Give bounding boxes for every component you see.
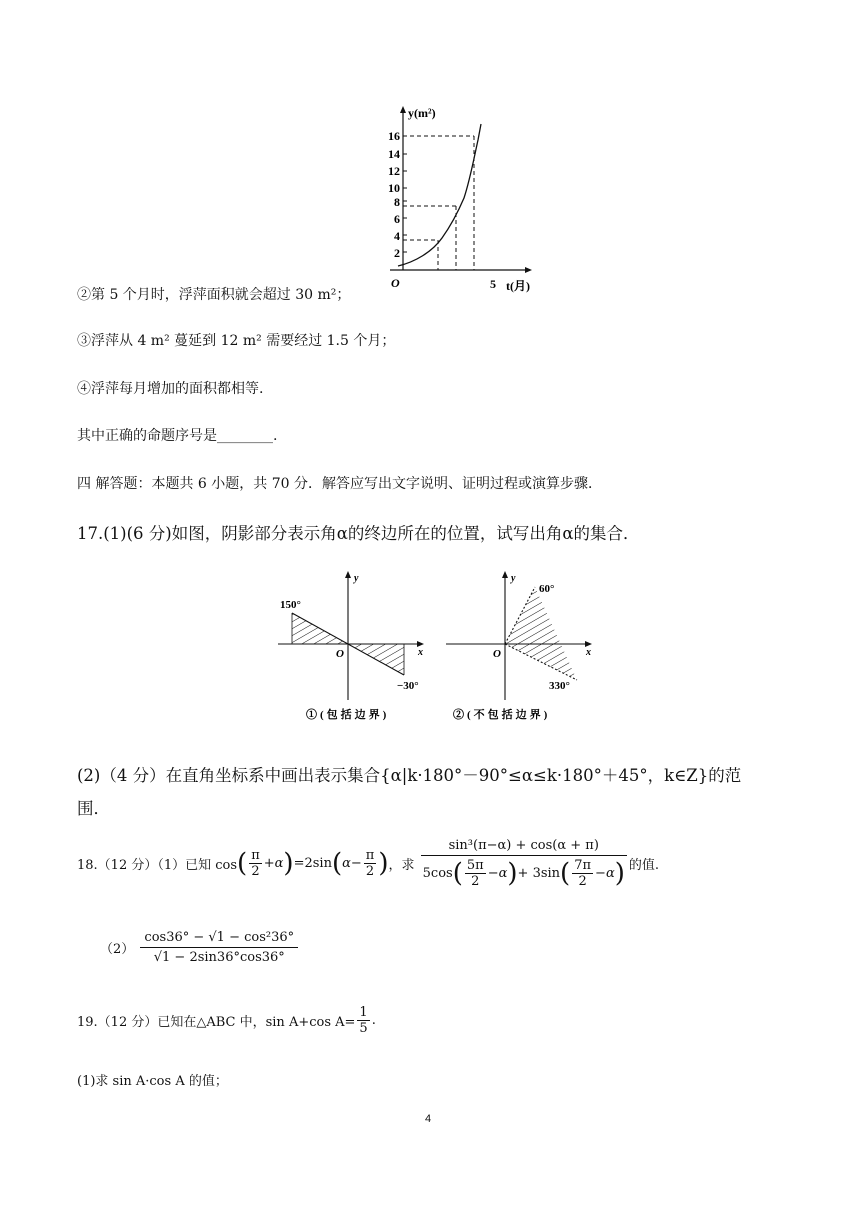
q18-prefix: 18.（12 分）（1）已知 cos	[77, 858, 238, 873]
item-3: ③浮萍从 4 m² 蔓延到 12 m² 需要经过 1.5 个月；	[77, 333, 396, 349]
y-tick: 10	[388, 181, 400, 195]
q17-part2-line2: 围．	[77, 799, 110, 818]
q18-frac-pi-2: $\frac{\pi}{2}$	[251, 848, 260, 879]
growth-curve	[398, 124, 481, 266]
origin-label: O	[391, 276, 400, 290]
q17-part2-line1: (2)（4 分）在直角坐标系中画出表示集合{α|k·180°－90°≤α≤k·180°＋45°，k∈Z}的范	[77, 766, 742, 785]
x-axis-label: t(月)	[506, 279, 530, 293]
answer-line: 其中正确的命题序号是________.	[77, 428, 278, 444]
y-tick: 4	[394, 229, 400, 243]
y-tick: 12	[388, 164, 400, 178]
fig2-origin: O	[493, 648, 501, 660]
angle-figures	[270, 565, 600, 735]
page-number: 4	[425, 1113, 432, 1125]
fig2-y-label: y	[511, 573, 516, 584]
y-tick: 8	[394, 195, 400, 209]
fig2-caption: ②(不包括边界)	[453, 709, 551, 721]
fig1-y-label: y	[354, 573, 359, 584]
x-tick: 5	[490, 277, 496, 291]
item-2: ②第 5 个月时，浮萍面积就会超过 30 m²；	[77, 287, 351, 303]
section-heading: 四 解答题：本题共 6 小题，共 70 分．解答应写出文字说明、证明过程或演算步骤．	[77, 476, 602, 492]
q19-fraction: $\frac{1}{5}$	[359, 1005, 368, 1036]
figure-2	[446, 571, 592, 721]
fig2-x-label: x	[586, 647, 591, 658]
figure-1	[278, 571, 424, 721]
fig1-angle-150: 150°	[280, 599, 301, 611]
fig1-x-label: x	[418, 647, 423, 658]
y-tick: 6	[394, 212, 400, 226]
item-4: ④浮萍每月增加的面积都相等.	[77, 381, 264, 397]
q19-part1: (1)求 sin A·cos A 的值；	[77, 1074, 228, 1089]
y-axis-label: y(m²)	[408, 106, 436, 120]
q18-suffix: 的值.	[628, 858, 660, 873]
fig1-caption: ①(包括边界)	[306, 709, 390, 721]
fig1-origin: O	[336, 648, 344, 660]
q18-main-fraction: sin³(π−α) + cos(α + π) 5cos( $\frac{5\pi}{2}$ −α)+ 3sin( $\frac{7\pi}{2}$ −α)	[422, 838, 625, 889]
y-tick: 16	[388, 129, 400, 143]
q19-stem: 19.（12 分）已知在△ABC 中，sin A+cos A= $\frac{1}{5}$ .	[77, 1005, 376, 1036]
y-tick: 2	[394, 246, 400, 260]
q18-part2-fraction: $\frac{\text{cos36° − √1 − cos²36°}}{√1 - 2\sin 36^\circ\cos 36^\circ}$	[140, 930, 298, 965]
growth-chart	[370, 100, 540, 300]
y-tick: 14	[388, 147, 400, 161]
fig1-angle-neg30: −30°	[397, 680, 419, 692]
q17-part1: 17.(1)(6 分)如图，阴影部分表示角α的终边所在的位置，试写出角α的集合．	[77, 524, 640, 543]
q18-eq: =2sin	[293, 856, 332, 871]
q18-part1: 18.（12 分）（1）已知 cos( $\frac{\pi}{2}$ +α)=2sin(α− $\frac{\pi}{2}$ )，求 sin³(π−α) + cos(α + π) 5cos( $\frac{5\pi}{2}$ −α)+ 3sin( $\frac{7\pi}{2}$ −α) 的值.	[77, 838, 660, 889]
q18-part2: （2） $\frac{\text{cos36° − √1 − cos²36°}}{√1 - 2\sin 36^\circ\cos 36^\circ}$	[100, 930, 300, 965]
fig2-angle-60: 60°	[539, 583, 555, 595]
fig2-angle-330: 330°	[549, 680, 570, 692]
